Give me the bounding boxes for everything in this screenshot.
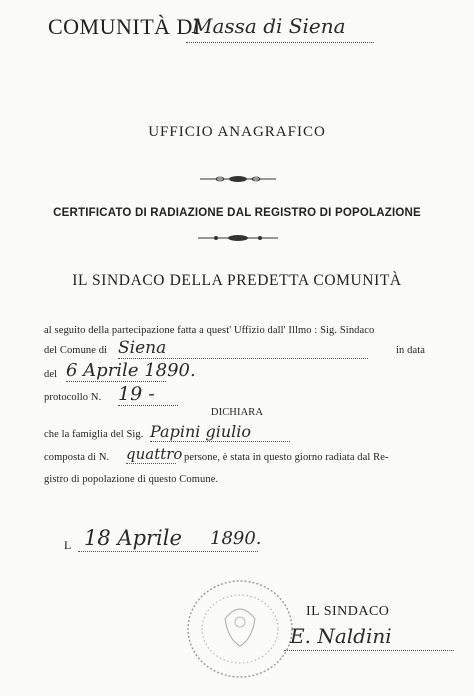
ornament-divider-top: [198, 174, 278, 184]
body-line-6-prefix: composta di N.: [44, 452, 110, 463]
date-year: 1890.: [210, 528, 262, 549]
body-line-2-value: Siena: [118, 338, 368, 359]
date-prefix: L: [64, 538, 72, 552]
body-line-6-suffix: persone, è stata in questo giorno radiata dal Re-: [184, 452, 389, 463]
body-line-7: gistro di popolazione di questo Comune.: [44, 474, 219, 485]
body-line-2-prefix: del Comune di: [44, 345, 108, 356]
date-underline: [78, 551, 258, 552]
body-line-1: al seguito della partecipazione fatta a quest' Uffizio dall' Illmo : Sig. Sindaco: [44, 325, 375, 336]
body-line-6-value: quattro: [126, 445, 183, 463]
certificate-title: CERTIFICATO DI RADIAZIONE DAL REGISTRO DI POPOLAZIONE: [53, 207, 421, 219]
mayor-signature-handwritten: E. Naldini: [290, 624, 392, 648]
header-comune-handwritten: Massa di Siena: [192, 14, 346, 38]
body-line-3-value: 6 Aprile 1890.: [66, 360, 196, 381]
mayor-heading: IL SINDACO DELLA PREDETTA COMUNITÀ: [72, 272, 402, 289]
signature-underline: [284, 650, 454, 651]
mayor-signature-title: IL SINDACO: [306, 604, 390, 619]
body-line-5-prefix: che la famiglia del Sig.: [44, 429, 144, 440]
body-line-3-prefix: del: [44, 369, 58, 380]
official-seal: [180, 574, 300, 684]
header-prefix: COMUNITÀ DI: [48, 14, 201, 39]
body-line-5-value: Papini giulio: [150, 422, 290, 442]
dichiara-heading: DICHIARA: [210, 407, 264, 418]
body-line-2-suffix: in data: [396, 345, 425, 356]
office-title: UFFICIO ANAGRAFICO: [148, 124, 326, 140]
ornament-divider-bottom: [196, 233, 280, 243]
body-line-4-value: 19 -: [118, 383, 178, 406]
date-day-month: 18 Aprile: [84, 526, 182, 550]
header-underline: [186, 42, 374, 43]
body-line-4-prefix: protocollo N.: [44, 392, 102, 403]
